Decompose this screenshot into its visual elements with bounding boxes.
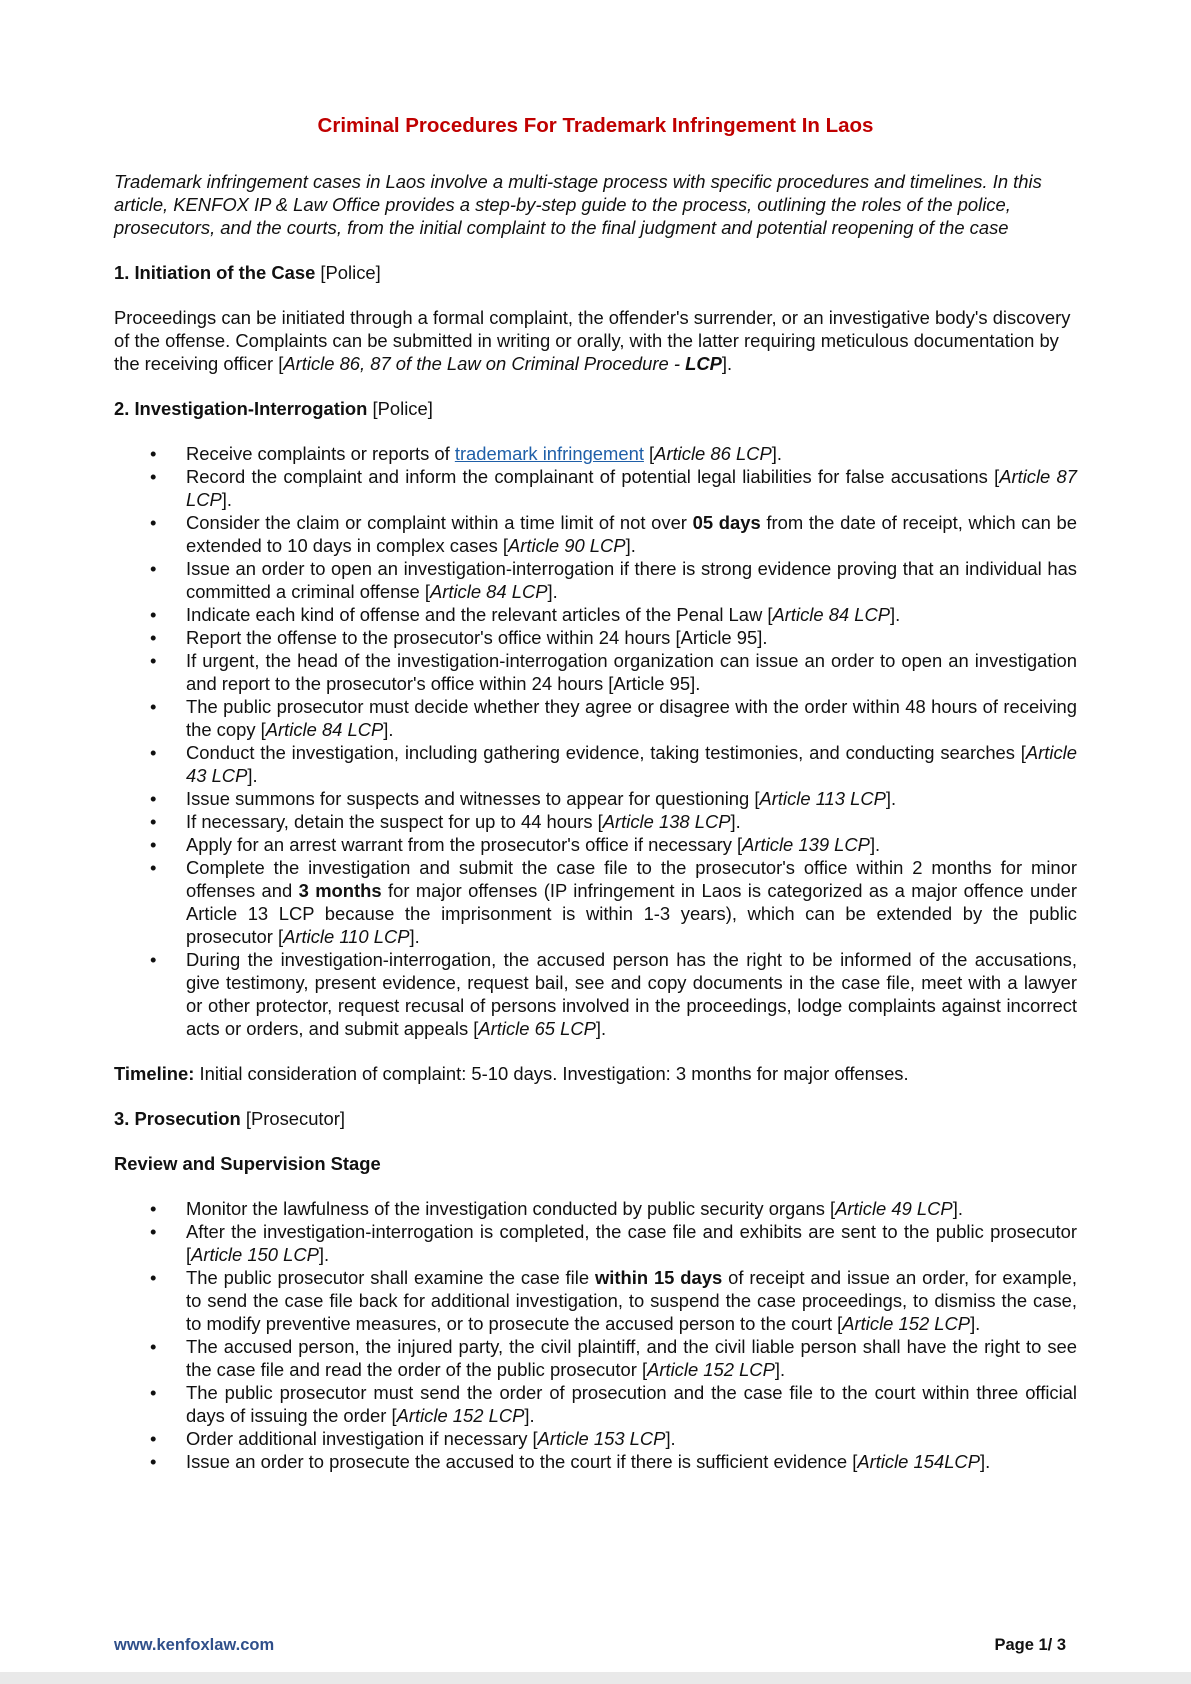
item-citation: Article 65 LCP	[478, 1018, 596, 1039]
item-text: ].	[318, 1244, 330, 1265]
list-item	[150, 442, 1077, 465]
section-1-role: [Police]	[315, 262, 381, 283]
item-text: Receive complaints or reports of	[186, 443, 455, 464]
section-1-heading	[114, 261, 1077, 284]
item-text: ].	[730, 811, 741, 832]
bullet-icon: •	[150, 834, 157, 855]
item-text: ].	[979, 1451, 991, 1472]
trademark-infringement-link[interactable]: trademark infringement	[454, 443, 644, 464]
timeline-paragraph	[114, 1062, 1077, 1085]
list-item	[150, 695, 1077, 741]
bullet-icon: •	[150, 742, 157, 763]
item-text: Indicate each kind of offense and the relevant articles of the Penal Law [	[186, 604, 773, 625]
section-3-heading	[114, 1107, 1077, 1130]
item-text: Complete the investigation and submit the case file to the prosecutor's office within 2 months for minor offenses and	[186, 857, 1077, 901]
section-1-text-end: ].	[721, 353, 733, 374]
item-citation: Article 43 LCP	[186, 742, 1077, 786]
item-emphasis: within 15 days	[594, 1267, 723, 1288]
item-text: The public prosecutor shall examine the case file	[186, 1267, 595, 1288]
item-citation: Article 154LCP	[857, 1451, 980, 1472]
item-text: Issue an order to open an investigation-interrogation if there is strong evidence proving that an individual has committed a criminal offense [	[186, 558, 1077, 602]
list-item	[150, 787, 1077, 810]
item-citation: Article 84 LCP	[772, 604, 891, 625]
item-text: Conduct the investigation, including gathering evidence, taking testimonies, and conducting searches [	[186, 742, 1026, 763]
item-citation: Article 139 LCP	[742, 834, 870, 855]
item-text: If urgent, the head of the investigation-interrogation organization can issue an order to open an investigation and report to the prosecutor's office within 24 hours [Article 95].	[186, 650, 1077, 694]
item-citation: Article 138 LCP	[602, 811, 731, 832]
item-citation: Article 90 LCP	[508, 535, 626, 556]
item-citation: Article 84 LCP	[429, 581, 548, 602]
bullet-icon: •	[150, 512, 157, 533]
item-text: Apply for an arrest warrant from the prosecutor's office if necessary [	[186, 834, 743, 855]
item-text: Order additional investigation if necessary [	[186, 1428, 538, 1449]
section-3-title: 3. Prosecution	[114, 1108, 241, 1129]
item-citation: Article 152 LCP	[396, 1405, 525, 1426]
item-citation: Article 152 LCP	[842, 1313, 971, 1334]
section-1-citation	[283, 353, 722, 374]
intro-paragraph: Trademark infringement cases in Laos involve a multi-stage process with specific procedures and timelines. In this article, KENFOX IP & Law Office provides a step-by-step guide to the process, outlining the roles of the police, prosecutors, and the courts, from the initial complaint to the final judgment and potential reopening of the case	[114, 171, 1042, 238]
list-item	[150, 511, 1078, 557]
item-citation: Article 49 LCP	[835, 1198, 953, 1219]
list-item	[150, 557, 1077, 603]
item-text: Consider the claim or complaint within a time limit of not over	[186, 512, 693, 533]
section-1-cite-bold: LCP	[685, 353, 722, 374]
list-item	[150, 649, 1077, 695]
item-text: After the investigation-interrogation is completed, the case file and exhibits are sent to the public prosecutor [	[186, 1221, 1077, 1265]
item-text: During the investigation-interrogation, the accused person has the right to be informed of the accusations, give testimony, present evidence, request bail, see and copy documents in the case file, meet with a lawyer or other protector, request recusal of persons involved in the proceedings, lodge complaints against incorrect acts or orders, and submit appeals [	[186, 949, 1077, 1039]
item-text: The public prosecutor must send the order of prosecution and the case file to the court within three official days of issuing the order [	[186, 1382, 1077, 1426]
item-citation: Article 150 LCP	[191, 1244, 319, 1265]
bullet-icon: •	[150, 650, 157, 671]
item-citation: Article 86 LCP	[654, 443, 772, 464]
list-item	[150, 1335, 1077, 1381]
bullet-icon: •	[150, 788, 157, 809]
item-emphasis: 05 days	[692, 512, 761, 533]
item-text: ].	[869, 834, 881, 855]
item-text: Issue an order to prosecute the accused to the court if there is sufficient evidence [	[186, 1451, 858, 1472]
item-text: Issue summons for suspects and witnesses to appear for questioning [	[186, 788, 760, 809]
bullet-icon: •	[150, 857, 157, 878]
section-1-cite-text: Article 86, 87 of the Law on Criminal Procedure -	[283, 353, 686, 374]
bullet-icon: •	[150, 949, 157, 970]
item-text: ].	[383, 719, 394, 740]
section-3-list	[114, 1197, 1077, 1473]
section-1-text: Proceedings can be initiated through a formal complaint, the offender's surrender, or an investigative body's discovery of the offense. Complaints can be submitted in writing or orally, with the latter requiring meticulous documentation by the receiving officer [	[114, 307, 1071, 374]
list-item	[150, 1450, 1077, 1473]
list-item	[150, 741, 1077, 787]
page-footer	[114, 1634, 1066, 1657]
item-text: for major offenses (IP infringement in Laos is categorized as a major offence under Article 13 LCP because the imprisonment is within 1-3 years), which can be extended by the public prosecutor [	[186, 880, 1077, 947]
list-item	[150, 626, 1077, 649]
section-1-title: 1. Initiation of the Case	[114, 262, 316, 283]
section-3-subheading: Review and Supervision Stage	[114, 1153, 381, 1174]
item-text: ].	[595, 1018, 607, 1039]
item-text: Monitor the lawfulness of the investigation conducted by public security organs [	[186, 1198, 836, 1219]
section-2-title: 2. Investigation-Interrogation	[114, 398, 368, 419]
bullet-icon: •	[150, 443, 157, 464]
section-2-list	[114, 442, 1077, 1040]
bullet-icon: •	[150, 1336, 157, 1357]
item-text: If necessary, detain the suspect for up to 44 hours [	[186, 811, 603, 832]
bullet-icon: •	[150, 1382, 157, 1403]
item-text: ].	[221, 489, 233, 510]
item-text: Record the complaint and inform the complainant of potential legal liabilities for false accusations [	[186, 466, 1000, 487]
timeline-label: Timeline:	[114, 1063, 195, 1084]
bullet-icon: •	[150, 627, 157, 648]
section-1-paragraph	[114, 306, 1077, 375]
list-item	[150, 833, 1077, 856]
item-text: The public prosecutor must decide whether they agree or disagree with the order within 48 hours of receiving the copy [	[186, 696, 1077, 740]
list-item	[150, 1381, 1077, 1427]
item-citation: Article 84 LCP	[265, 719, 384, 740]
item-text: ].	[970, 1313, 981, 1334]
bullet-icon: •	[150, 558, 157, 579]
list-item	[150, 1220, 1077, 1266]
list-item	[150, 603, 1077, 626]
section-3-role: [Prosecutor]	[240, 1108, 345, 1129]
bullet-icon: •	[150, 811, 157, 832]
item-text: ].	[774, 1359, 786, 1380]
item-citation: Article 153 LCP	[537, 1428, 666, 1449]
item-text: of receipt and issue an order, for example, to send the case file back for additional investigation, to suspend the case proceedings, to dismiss the case, to modify preventive measures, or to prosecute the accused person to the court [	[186, 1267, 1077, 1334]
item-text: ].	[885, 788, 897, 809]
footer-website-link[interactable]: www.kenfoxlaw.com	[114, 1636, 275, 1654]
item-citation: Article 113 LCP	[759, 788, 886, 809]
bullet-icon: •	[150, 696, 157, 717]
item-text: ].	[409, 926, 420, 947]
list-item	[150, 856, 1077, 948]
item-citation: Article 110 LCP	[283, 926, 410, 947]
item-text: from the date of receipt, which can be extended to 10 days in complex cases [	[186, 512, 1078, 556]
list-item	[150, 810, 1077, 833]
item-text: [	[643, 443, 655, 464]
list-item	[150, 465, 1077, 511]
item-text: ].	[665, 1428, 676, 1449]
item-text: The accused person, the injured party, the civil plaintiff, and the civil liable person shall have the right to see the case file and read the order of the public prosecutor [	[186, 1336, 1077, 1380]
item-citation: Article 87 LCP	[186, 466, 1077, 510]
bullet-icon: •	[150, 604, 157, 625]
item-emphasis: 3 months	[298, 880, 382, 901]
timeline-text: Initial consideration of complaint: 5-10 days. Investigation: 3 months for major offenses.	[194, 1063, 909, 1084]
item-citation: Article 152 LCP	[647, 1359, 775, 1380]
item-text: ].	[524, 1405, 535, 1426]
list-item	[150, 948, 1077, 1040]
item-text: ].	[952, 1198, 963, 1219]
item-text: ].	[771, 443, 782, 464]
bullet-icon: •	[150, 1198, 157, 1219]
bullet-icon: •	[150, 466, 157, 487]
list-item	[150, 1197, 1077, 1220]
item-text: ].	[890, 604, 901, 625]
list-item	[150, 1427, 1077, 1450]
section-2-heading	[114, 397, 1077, 420]
section-2-role: [Police]	[367, 398, 433, 419]
item-text: Report the offense to the prosecutor's office within 24 hours [Article 95].	[186, 627, 768, 648]
item-text: ].	[547, 581, 558, 602]
bullet-icon: •	[150, 1221, 157, 1242]
bullet-icon: •	[150, 1451, 157, 1472]
bullet-icon: •	[150, 1267, 157, 1288]
item-text: ].	[625, 535, 636, 556]
list-item	[150, 1266, 1077, 1335]
page-number: Page 1/ 3	[994, 1636, 1066, 1654]
bullet-icon: •	[150, 1428, 157, 1449]
document-title: Criminal Procedures For Trademark Infringement In Laos	[317, 114, 874, 137]
item-text: ].	[247, 765, 258, 786]
